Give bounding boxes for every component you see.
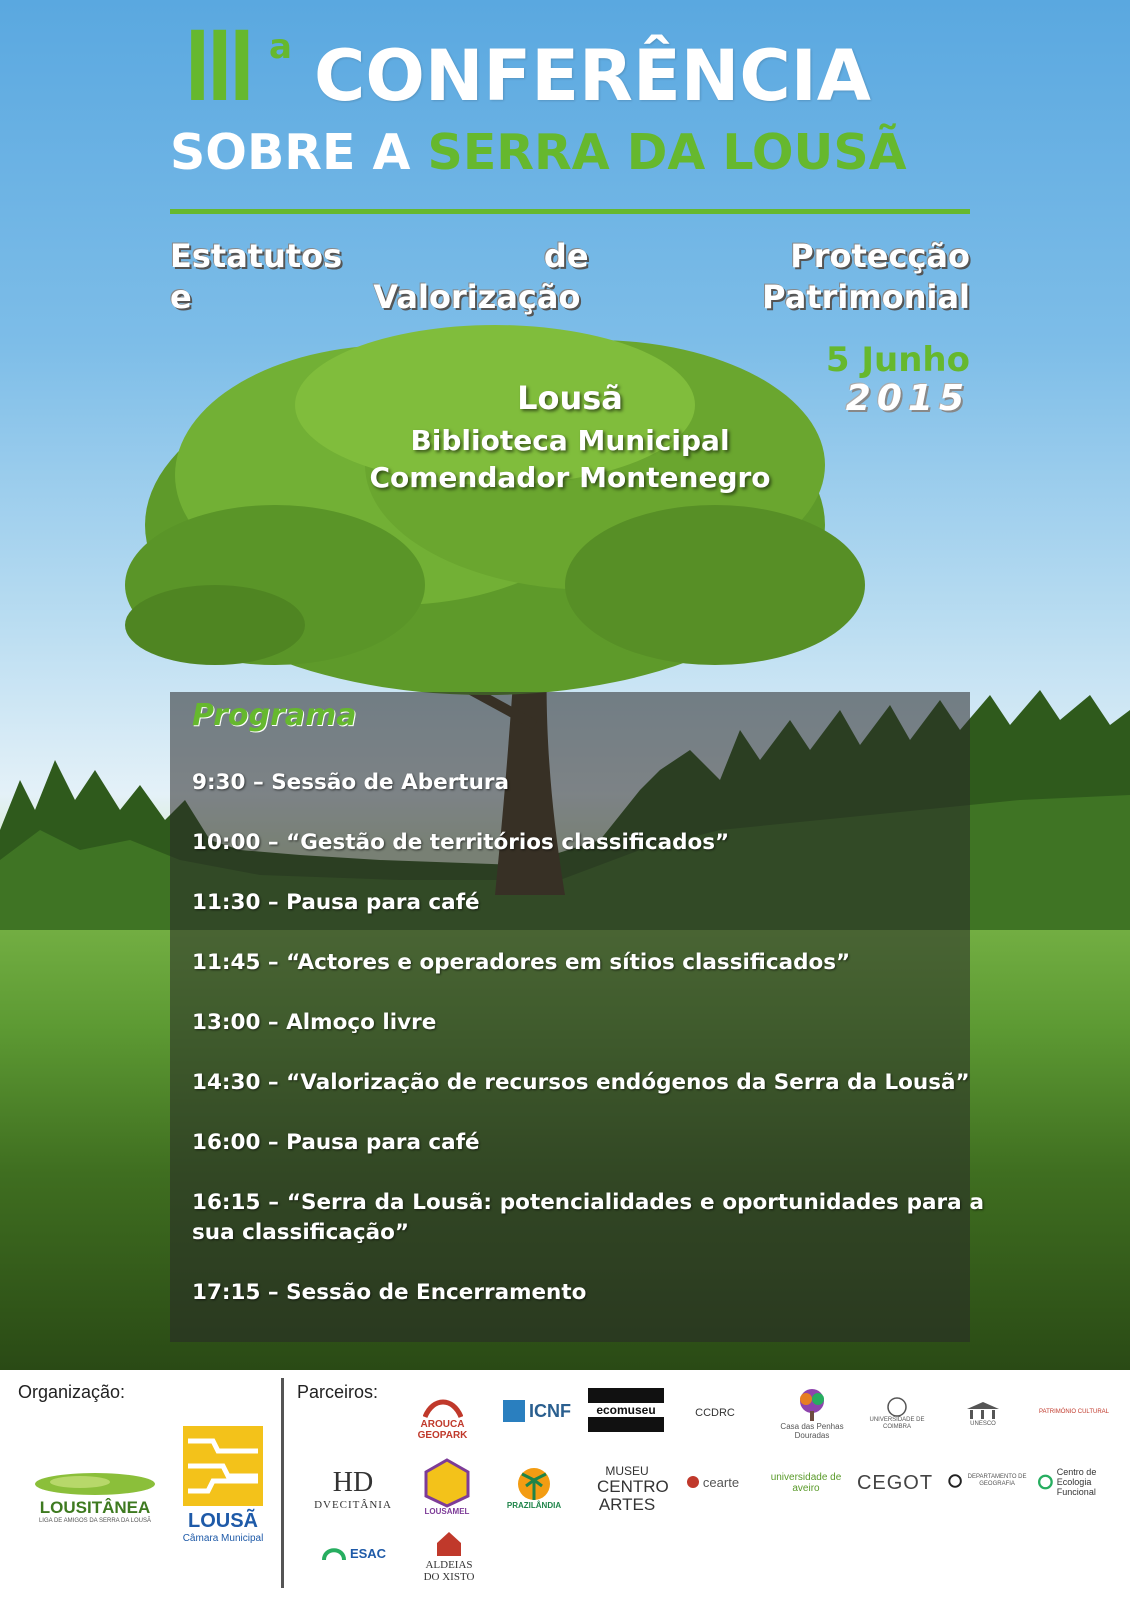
ecologia-funcional-logo: Centro de Ecologia Funcional	[1038, 1462, 1124, 1502]
ccdrc-logo: CCDRC	[695, 1407, 735, 1419]
dvecitania-hotel-logo: HD DVECITÂNIA	[314, 1467, 392, 1511]
lousa-emblem-icon	[183, 1426, 263, 1506]
university-seal-icon	[887, 1397, 907, 1417]
programme-item: 11:30 – Pausa para café	[192, 890, 480, 915]
arouca-geopark-logo: AROUCA GEOPARK	[405, 1390, 480, 1445]
programme-list	[192, 768, 984, 1308]
geografia-department-logo: DEPARTAMENTO DE GEOGRAFIA	[948, 1466, 1028, 1496]
ecomuseu-logo: ecomuseu	[588, 1388, 664, 1432]
programme-item: 11:45 – “Actores e operadores em sítios classificados”	[192, 950, 851, 975]
title-divider	[170, 209, 970, 214]
tagline-line-2: e Valorização Patrimonial	[170, 278, 970, 316]
centro-artes-logo: MUSEU CENTRO ARTES	[597, 1464, 669, 1514]
arch-icon	[322, 1545, 346, 1561]
globe-icon	[948, 1470, 962, 1492]
cearte-logo: cearte	[680, 1465, 746, 1499]
lousamel-logo: LOUSAMEL	[420, 1454, 474, 1520]
icnf-logo: ICNF	[497, 1394, 577, 1428]
coimbra-university-logo: UNIVERSIDADE DE COIMBRA	[858, 1392, 936, 1436]
palm-tree-icon	[514, 1466, 554, 1502]
unesco-logo: UNESCO	[948, 1392, 1018, 1436]
house-icon	[434, 1529, 464, 1559]
partners-label: Parceiros:	[297, 1382, 379, 1402]
conference-title	[185, 0, 871, 123]
programme-item: 13:00 – Almoço livre	[192, 1010, 437, 1035]
venue-town: Lousã	[517, 379, 623, 417]
footer-divider	[281, 1378, 284, 1588]
event-date-year: 2015	[845, 378, 970, 419]
programme-item: 16:00 – Pausa para café	[192, 1130, 480, 1155]
aldeias-do-xisto-logo: ALDEIAS DO XISTO	[420, 1522, 478, 1590]
lousa-municipality-logo: LOUSÃ Câmara Municipal	[178, 1410, 268, 1560]
ordinal-indicator: a	[269, 27, 292, 67]
programme-item: 16:15 – “Serra da Lousã: potencialidades e oportunidades para a sua classificação”	[192, 1190, 984, 1245]
prazilandia-logo: PRAZILÂNDIA	[500, 1458, 568, 1518]
aveiro-university-logo: universidade de aveiro	[770, 1472, 842, 1494]
ecology-circle-icon	[1038, 1469, 1053, 1495]
geopark-swirl-icon	[423, 1395, 463, 1419]
title-line-1: CONFERÊNCIA	[313, 35, 871, 117]
cegot-logo: CEGOT	[856, 1471, 934, 1494]
programme-item: 9:30 – Sessão de Abertura	[192, 770, 509, 795]
venue-place-2: Comendador Montenegro	[369, 461, 771, 494]
tagline-line-1: Estatutos de Protecção	[170, 237, 970, 275]
roman-numeral: III	[185, 11, 252, 123]
penhas-douradas-logo: Casa das Penhas Douradas	[778, 1380, 846, 1448]
venue-place-1: Biblioteca Municipal	[410, 424, 730, 457]
programme-item: 14:30 – “Valorização de recursos endógenos da Serra da Lousã”	[192, 1070, 970, 1095]
title-line-2: SOBRE A SERRA DA LOUSÃ	[170, 124, 907, 181]
programme-title: Programa	[192, 698, 357, 733]
event-date-day: 5 Junho	[825, 340, 970, 380]
honeycomb-icon	[424, 1458, 470, 1508]
cearte-dot-icon	[687, 1476, 699, 1488]
temple-icon	[965, 1401, 1001, 1421]
lousitanea-logo: LOUSITÂNEA LIGA DE AMIGOS DA SERRA DA LOUSÃ	[16, 1462, 174, 1532]
leaf-icon	[20, 1470, 170, 1498]
organisation-label: Organização:	[18, 1382, 126, 1402]
programme-item: 10:00 – “Gestão de territórios classificados”	[192, 830, 730, 855]
partners-footer	[0, 1370, 1130, 1600]
esac-logo: ESAC	[315, 1538, 393, 1568]
programme-item: 17:15 – Sessão de Encerramento	[192, 1280, 587, 1305]
icnf-square-icon	[503, 1400, 525, 1422]
patrimonio-cultural-logo: PATRIMÓNIO CULTURAL	[1038, 1408, 1109, 1415]
tree-icon	[794, 1387, 830, 1423]
